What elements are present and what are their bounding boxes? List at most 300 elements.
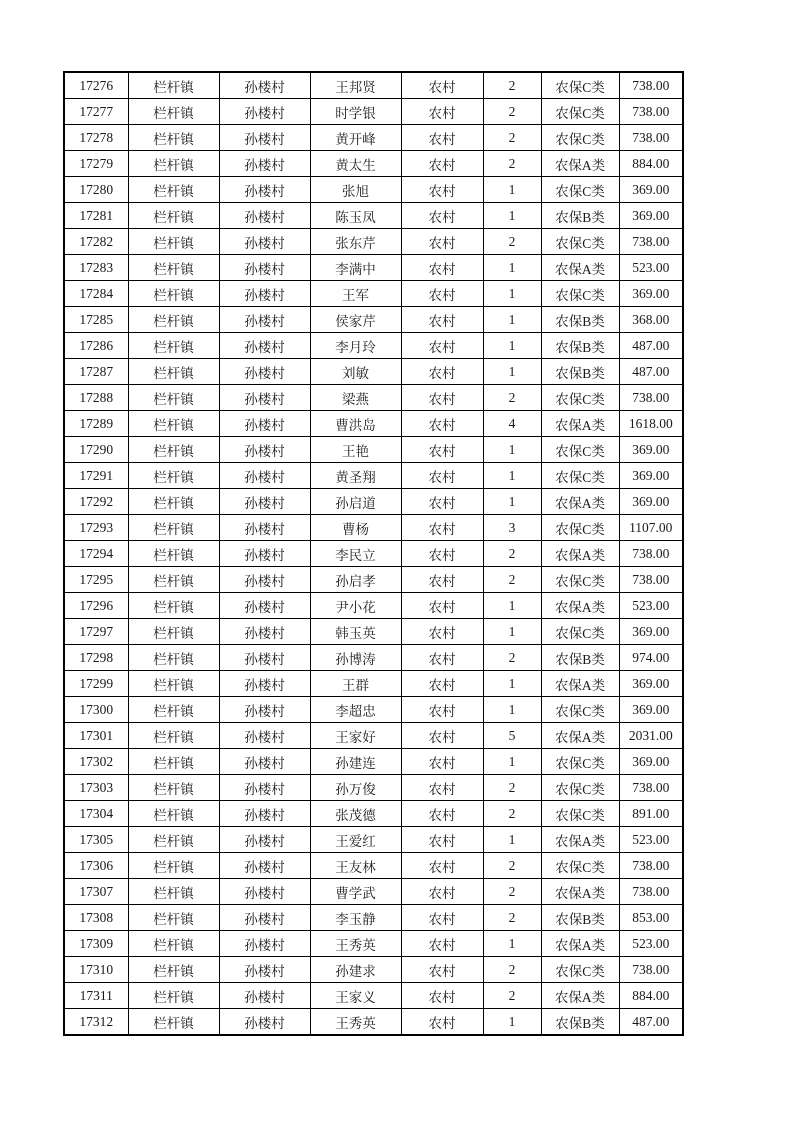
table-row	[64, 177, 683, 203]
cell-insurance-category: 农保C类	[541, 463, 619, 489]
cell-village: 孙楼村	[219, 489, 310, 515]
table-row	[64, 255, 683, 281]
table-row	[64, 723, 683, 749]
cell-village: 孙楼村	[219, 151, 310, 177]
cell-amount: 369.00	[619, 489, 683, 515]
cell-residence-type: 农村	[401, 645, 483, 671]
cell-person-count: 1	[483, 177, 541, 203]
cell-village: 孙楼村	[219, 931, 310, 957]
cell-person-name: 李超忠	[310, 697, 401, 723]
cell-village: 孙楼村	[219, 697, 310, 723]
cell-village: 孙楼村	[219, 879, 310, 905]
cell-amount: 853.00	[619, 905, 683, 931]
cell-amount: 738.00	[619, 957, 683, 983]
cell-person-count: 2	[483, 983, 541, 1009]
cell-amount: 369.00	[619, 203, 683, 229]
cell-amount: 369.00	[619, 697, 683, 723]
table-row	[64, 229, 683, 255]
cell-amount: 523.00	[619, 593, 683, 619]
cell-serial-number: 17282	[64, 229, 128, 255]
cell-town: 栏杆镇	[128, 229, 219, 255]
table-row	[64, 645, 683, 671]
cell-person-name: 王爱红	[310, 827, 401, 853]
cell-town: 栏杆镇	[128, 541, 219, 567]
cell-insurance-category: 农保B类	[541, 359, 619, 385]
cell-person-name: 曹学武	[310, 879, 401, 905]
cell-village: 孙楼村	[219, 957, 310, 983]
cell-town: 栏杆镇	[128, 645, 219, 671]
cell-serial-number: 17292	[64, 489, 128, 515]
table-row	[64, 853, 683, 879]
cell-person-name: 李满中	[310, 255, 401, 281]
cell-village: 孙楼村	[219, 801, 310, 827]
cell-insurance-category: 农保C类	[541, 853, 619, 879]
cell-town: 栏杆镇	[128, 307, 219, 333]
cell-person-count: 1	[483, 619, 541, 645]
table-row	[64, 307, 683, 333]
cell-village: 孙楼村	[219, 827, 310, 853]
cell-village: 孙楼村	[219, 255, 310, 281]
cell-insurance-category: 农保C类	[541, 619, 619, 645]
cell-residence-type: 农村	[401, 541, 483, 567]
cell-person-count: 2	[483, 567, 541, 593]
cell-town: 栏杆镇	[128, 801, 219, 827]
cell-amount: 369.00	[619, 749, 683, 775]
table-row	[64, 203, 683, 229]
cell-residence-type: 农村	[401, 671, 483, 697]
cell-insurance-category: 农保C类	[541, 437, 619, 463]
cell-town: 栏杆镇	[128, 177, 219, 203]
cell-village: 孙楼村	[219, 411, 310, 437]
cell-insurance-category: 农保C类	[541, 749, 619, 775]
cell-insurance-category: 农保A类	[541, 255, 619, 281]
cell-serial-number: 17301	[64, 723, 128, 749]
cell-amount: 368.00	[619, 307, 683, 333]
cell-person-name: 李月玲	[310, 333, 401, 359]
cell-person-count: 3	[483, 515, 541, 541]
cell-amount: 738.00	[619, 775, 683, 801]
cell-town: 栏杆镇	[128, 99, 219, 125]
cell-residence-type: 农村	[401, 593, 483, 619]
cell-amount: 738.00	[619, 853, 683, 879]
cell-insurance-category: 农保B类	[541, 645, 619, 671]
cell-person-count: 2	[483, 99, 541, 125]
cell-person-name: 时学银	[310, 99, 401, 125]
table-row	[64, 333, 683, 359]
cell-town: 栏杆镇	[128, 463, 219, 489]
cell-residence-type: 农村	[401, 151, 483, 177]
table-row	[64, 411, 683, 437]
cell-person-count: 1	[483, 697, 541, 723]
cell-insurance-category: 农保A类	[541, 593, 619, 619]
cell-residence-type: 农村	[401, 619, 483, 645]
cell-amount: 523.00	[619, 827, 683, 853]
cell-serial-number: 17288	[64, 385, 128, 411]
cell-amount: 369.00	[619, 463, 683, 489]
cell-serial-number: 17310	[64, 957, 128, 983]
cell-residence-type: 农村	[401, 463, 483, 489]
cell-serial-number: 17276	[64, 72, 128, 99]
cell-person-count: 2	[483, 775, 541, 801]
cell-residence-type: 农村	[401, 411, 483, 437]
cell-amount: 369.00	[619, 177, 683, 203]
cell-person-count: 2	[483, 853, 541, 879]
table-row	[64, 827, 683, 853]
cell-amount: 487.00	[619, 359, 683, 385]
cell-insurance-category: 农保B类	[541, 307, 619, 333]
cell-amount: 974.00	[619, 645, 683, 671]
table-row	[64, 359, 683, 385]
cell-serial-number: 17303	[64, 775, 128, 801]
cell-residence-type: 农村	[401, 489, 483, 515]
cell-town: 栏杆镇	[128, 775, 219, 801]
cell-person-name: 王群	[310, 671, 401, 697]
cell-serial-number: 17305	[64, 827, 128, 853]
cell-town: 栏杆镇	[128, 723, 219, 749]
cell-town: 栏杆镇	[128, 515, 219, 541]
cell-serial-number: 17312	[64, 1009, 128, 1036]
table-row	[64, 151, 683, 177]
cell-person-count: 1	[483, 359, 541, 385]
cell-person-count: 1	[483, 307, 541, 333]
table-row	[64, 281, 683, 307]
cell-serial-number: 17302	[64, 749, 128, 775]
cell-serial-number: 17291	[64, 463, 128, 489]
cell-residence-type: 农村	[401, 697, 483, 723]
cell-town: 栏杆镇	[128, 489, 219, 515]
cell-residence-type: 农村	[401, 827, 483, 853]
cell-serial-number: 17284	[64, 281, 128, 307]
cell-insurance-category: 农保C类	[541, 515, 619, 541]
cell-residence-type: 农村	[401, 125, 483, 151]
cell-town: 栏杆镇	[128, 853, 219, 879]
cell-town: 栏杆镇	[128, 749, 219, 775]
table-row	[64, 99, 683, 125]
cell-serial-number: 17279	[64, 151, 128, 177]
cell-insurance-category: 农保C类	[541, 567, 619, 593]
cell-insurance-category: 农保A类	[541, 931, 619, 957]
cell-insurance-category: 农保A类	[541, 489, 619, 515]
cell-person-count: 1	[483, 281, 541, 307]
table-row	[64, 879, 683, 905]
cell-residence-type: 农村	[401, 775, 483, 801]
cell-person-count: 1	[483, 593, 541, 619]
cell-person-count: 1	[483, 203, 541, 229]
cell-village: 孙楼村	[219, 177, 310, 203]
cell-insurance-category: 农保A类	[541, 983, 619, 1009]
cell-town: 栏杆镇	[128, 879, 219, 905]
cell-amount: 884.00	[619, 151, 683, 177]
cell-insurance-category: 农保A类	[541, 541, 619, 567]
cell-village: 孙楼村	[219, 983, 310, 1009]
cell-person-count: 2	[483, 645, 541, 671]
cell-town: 栏杆镇	[128, 931, 219, 957]
cell-person-count: 1	[483, 931, 541, 957]
cell-town: 栏杆镇	[128, 437, 219, 463]
cell-insurance-category: 农保C类	[541, 72, 619, 99]
cell-residence-type: 农村	[401, 203, 483, 229]
table-row	[64, 437, 683, 463]
cell-town: 栏杆镇	[128, 359, 219, 385]
cell-insurance-category: 农保B类	[541, 203, 619, 229]
cell-person-name: 黄开峰	[310, 125, 401, 151]
cell-serial-number: 17311	[64, 983, 128, 1009]
table-row	[64, 125, 683, 151]
cell-person-count: 1	[483, 489, 541, 515]
cell-amount: 738.00	[619, 879, 683, 905]
cell-person-name: 曹洪岛	[310, 411, 401, 437]
cell-village: 孙楼村	[219, 853, 310, 879]
table-row	[64, 957, 683, 983]
cell-amount: 487.00	[619, 333, 683, 359]
cell-town: 栏杆镇	[128, 125, 219, 151]
cell-serial-number: 17286	[64, 333, 128, 359]
table-row	[64, 697, 683, 723]
cell-person-name: 韩玉英	[310, 619, 401, 645]
cell-serial-number: 17289	[64, 411, 128, 437]
cell-serial-number: 17304	[64, 801, 128, 827]
cell-village: 孙楼村	[219, 307, 310, 333]
cell-town: 栏杆镇	[128, 411, 219, 437]
cell-person-name: 李民立	[310, 541, 401, 567]
cell-residence-type: 农村	[401, 879, 483, 905]
cell-town: 栏杆镇	[128, 203, 219, 229]
cell-village: 孙楼村	[219, 749, 310, 775]
cell-town: 栏杆镇	[128, 905, 219, 931]
cell-person-count: 2	[483, 541, 541, 567]
cell-town: 栏杆镇	[128, 983, 219, 1009]
cell-village: 孙楼村	[219, 125, 310, 151]
cell-serial-number: 17290	[64, 437, 128, 463]
cell-person-count: 2	[483, 125, 541, 151]
cell-village: 孙楼村	[219, 437, 310, 463]
cell-insurance-category: 农保C类	[541, 775, 619, 801]
cell-serial-number: 17307	[64, 879, 128, 905]
cell-residence-type: 农村	[401, 515, 483, 541]
cell-insurance-category: 农保B类	[541, 1009, 619, 1036]
cell-residence-type: 农村	[401, 229, 483, 255]
cell-residence-type: 农村	[401, 72, 483, 99]
cell-insurance-category: 农保A类	[541, 827, 619, 853]
cell-residence-type: 农村	[401, 281, 483, 307]
cell-residence-type: 农村	[401, 723, 483, 749]
cell-town: 栏杆镇	[128, 593, 219, 619]
cell-serial-number: 17278	[64, 125, 128, 151]
cell-village: 孙楼村	[219, 359, 310, 385]
cell-person-name: 王秀英	[310, 1009, 401, 1036]
payment-table-body	[64, 72, 683, 1035]
cell-residence-type: 农村	[401, 905, 483, 931]
cell-person-name: 梁燕	[310, 385, 401, 411]
cell-town: 栏杆镇	[128, 333, 219, 359]
cell-town: 栏杆镇	[128, 281, 219, 307]
cell-person-name: 侯家芹	[310, 307, 401, 333]
cell-insurance-category: 农保A类	[541, 723, 619, 749]
cell-person-count: 2	[483, 229, 541, 255]
cell-town: 栏杆镇	[128, 697, 219, 723]
cell-serial-number: 17287	[64, 359, 128, 385]
cell-residence-type: 农村	[401, 801, 483, 827]
cell-insurance-category: 农保C类	[541, 697, 619, 723]
cell-person-count: 1	[483, 749, 541, 775]
cell-person-name: 孙博涛	[310, 645, 401, 671]
cell-village: 孙楼村	[219, 671, 310, 697]
cell-person-name: 孙启孝	[310, 567, 401, 593]
cell-residence-type: 农村	[401, 99, 483, 125]
cell-amount: 523.00	[619, 255, 683, 281]
cell-town: 栏杆镇	[128, 957, 219, 983]
cell-residence-type: 农村	[401, 385, 483, 411]
cell-person-count: 2	[483, 801, 541, 827]
cell-person-name: 孙建求	[310, 957, 401, 983]
cell-residence-type: 农村	[401, 983, 483, 1009]
table-row	[64, 801, 683, 827]
cell-town: 栏杆镇	[128, 255, 219, 281]
cell-person-name: 刘敏	[310, 359, 401, 385]
cell-insurance-category: 农保A类	[541, 671, 619, 697]
cell-person-name: 曹杨	[310, 515, 401, 541]
cell-person-count: 2	[483, 385, 541, 411]
cell-town: 栏杆镇	[128, 619, 219, 645]
cell-amount: 738.00	[619, 99, 683, 125]
cell-person-name: 孙万俊	[310, 775, 401, 801]
cell-village: 孙楼村	[219, 645, 310, 671]
cell-residence-type: 农村	[401, 957, 483, 983]
payment-table	[63, 71, 684, 1036]
cell-amount: 369.00	[619, 281, 683, 307]
cell-amount: 1107.00	[619, 515, 683, 541]
table-row	[64, 489, 683, 515]
table-row	[64, 749, 683, 775]
cell-serial-number: 17281	[64, 203, 128, 229]
cell-insurance-category: 农保C类	[541, 281, 619, 307]
cell-person-name: 王家好	[310, 723, 401, 749]
cell-person-count: 2	[483, 957, 541, 983]
cell-town: 栏杆镇	[128, 72, 219, 99]
cell-amount: 738.00	[619, 72, 683, 99]
cell-insurance-category: 农保B类	[541, 905, 619, 931]
cell-person-name: 王军	[310, 281, 401, 307]
cell-person-name: 张东芹	[310, 229, 401, 255]
cell-insurance-category: 农保C类	[541, 801, 619, 827]
cell-insurance-category: 农保C类	[541, 99, 619, 125]
cell-insurance-category: 农保A类	[541, 411, 619, 437]
cell-insurance-category: 农保C类	[541, 125, 619, 151]
cell-village: 孙楼村	[219, 723, 310, 749]
table-row	[64, 775, 683, 801]
cell-serial-number: 17296	[64, 593, 128, 619]
cell-village: 孙楼村	[219, 229, 310, 255]
cell-serial-number: 17285	[64, 307, 128, 333]
table-row	[64, 541, 683, 567]
cell-serial-number: 17297	[64, 619, 128, 645]
cell-amount: 738.00	[619, 125, 683, 151]
cell-serial-number: 17283	[64, 255, 128, 281]
cell-person-count: 1	[483, 1009, 541, 1036]
cell-serial-number: 17309	[64, 931, 128, 957]
cell-residence-type: 农村	[401, 255, 483, 281]
cell-amount: 738.00	[619, 541, 683, 567]
cell-person-name: 孙启道	[310, 489, 401, 515]
cell-amount: 523.00	[619, 931, 683, 957]
cell-insurance-category: 农保C类	[541, 957, 619, 983]
cell-village: 孙楼村	[219, 203, 310, 229]
cell-serial-number: 17277	[64, 99, 128, 125]
cell-town: 栏杆镇	[128, 151, 219, 177]
cell-amount: 738.00	[619, 229, 683, 255]
cell-amount: 884.00	[619, 983, 683, 1009]
cell-residence-type: 农村	[401, 567, 483, 593]
table-row	[64, 983, 683, 1009]
cell-person-count: 5	[483, 723, 541, 749]
table-row	[64, 567, 683, 593]
cell-insurance-category: 农保A类	[541, 879, 619, 905]
table-row	[64, 905, 683, 931]
cell-person-count: 2	[483, 151, 541, 177]
cell-residence-type: 农村	[401, 177, 483, 203]
cell-person-name: 王秀英	[310, 931, 401, 957]
cell-village: 孙楼村	[219, 567, 310, 593]
cell-serial-number: 17294	[64, 541, 128, 567]
cell-person-count: 1	[483, 437, 541, 463]
cell-town: 栏杆镇	[128, 1009, 219, 1036]
cell-person-count: 4	[483, 411, 541, 437]
cell-person-name: 王艳	[310, 437, 401, 463]
table-row	[64, 515, 683, 541]
cell-village: 孙楼村	[219, 619, 310, 645]
cell-person-name: 王友林	[310, 853, 401, 879]
cell-village: 孙楼村	[219, 905, 310, 931]
cell-serial-number: 17293	[64, 515, 128, 541]
cell-village: 孙楼村	[219, 541, 310, 567]
cell-village: 孙楼村	[219, 99, 310, 125]
cell-residence-type: 农村	[401, 333, 483, 359]
cell-residence-type: 农村	[401, 437, 483, 463]
cell-village: 孙楼村	[219, 593, 310, 619]
cell-amount: 369.00	[619, 437, 683, 463]
cell-person-name: 李玉静	[310, 905, 401, 931]
cell-serial-number: 17306	[64, 853, 128, 879]
cell-amount: 891.00	[619, 801, 683, 827]
cell-person-name: 王邦贤	[310, 72, 401, 99]
cell-person-count: 1	[483, 827, 541, 853]
cell-amount: 369.00	[619, 619, 683, 645]
cell-village: 孙楼村	[219, 281, 310, 307]
table-row	[64, 463, 683, 489]
cell-person-count: 1	[483, 463, 541, 489]
cell-residence-type: 农村	[401, 307, 483, 333]
cell-person-count: 2	[483, 72, 541, 99]
cell-village: 孙楼村	[219, 72, 310, 99]
table-row	[64, 931, 683, 957]
cell-person-count: 1	[483, 333, 541, 359]
cell-amount: 1618.00	[619, 411, 683, 437]
cell-person-count: 2	[483, 879, 541, 905]
cell-village: 孙楼村	[219, 463, 310, 489]
cell-person-name: 孙建连	[310, 749, 401, 775]
cell-village: 孙楼村	[219, 385, 310, 411]
cell-person-count: 1	[483, 255, 541, 281]
cell-town: 栏杆镇	[128, 567, 219, 593]
cell-insurance-category: 农保A类	[541, 151, 619, 177]
cell-amount: 738.00	[619, 567, 683, 593]
cell-person-name: 陈玉凤	[310, 203, 401, 229]
cell-serial-number: 17308	[64, 905, 128, 931]
cell-serial-number: 17298	[64, 645, 128, 671]
cell-person-name: 王家义	[310, 983, 401, 1009]
cell-residence-type: 农村	[401, 931, 483, 957]
cell-amount: 738.00	[619, 385, 683, 411]
